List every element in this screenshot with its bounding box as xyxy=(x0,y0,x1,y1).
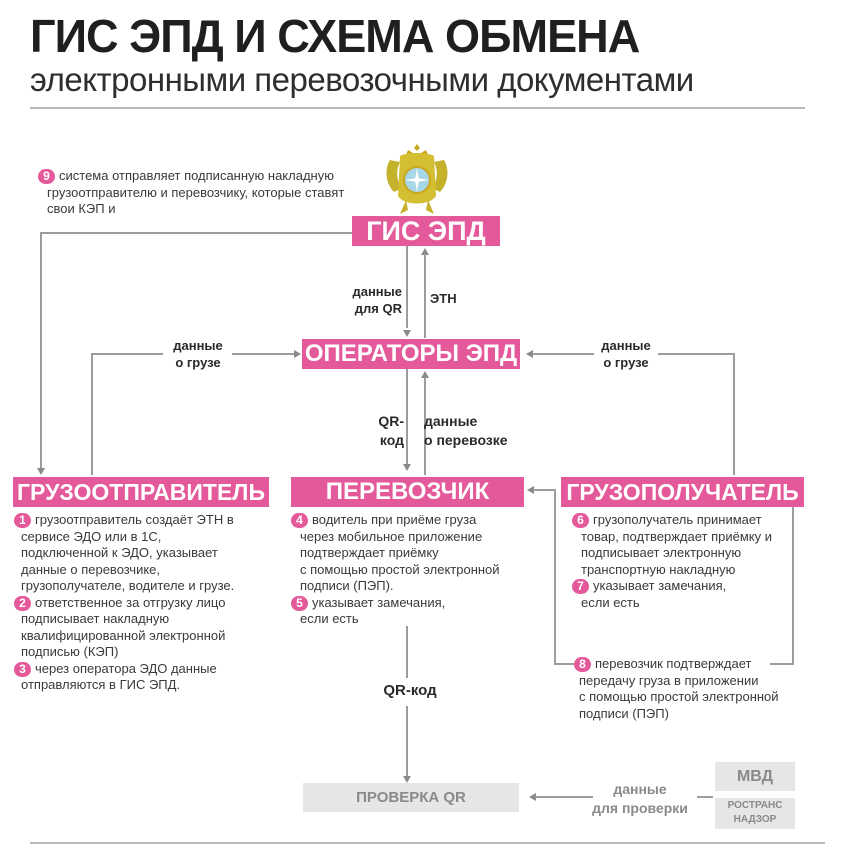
node-carrier: ПЕРЕВОЗЧИК xyxy=(291,477,524,507)
step-8: 8 перевозчик подтверждает передачу груза в приложении с помощью простой электронной подписи (ПЭП) xyxy=(574,656,804,722)
node-consignee: ГРУЗОПОЛУЧАТЕЛЬ xyxy=(561,477,804,507)
edge-label-eth: ЭТН xyxy=(430,291,457,306)
edge-label-check-data: данные для проверки xyxy=(592,781,688,816)
connector-line xyxy=(554,489,556,664)
arrow-down-icon xyxy=(403,330,411,337)
connector-line xyxy=(532,353,594,355)
edge-label-qr-code-bottom: QR-код xyxy=(383,682,437,699)
connector-line xyxy=(424,254,426,338)
step-9: 9 система отправляет подписанную накладную грузоотправителю и перевозчику, которые ставят свои КЭП и xyxy=(38,168,378,218)
edge-label-cargo-data-left: данные о грузе xyxy=(173,338,223,370)
connector-line xyxy=(697,796,713,798)
shipper-steps: 1 грузоотправитель создаёт ЭТН в сервисе ЭДО или в 1С, подключенной к ЭДО, указывает данные о перевозчике, грузополучателе, водителе и грузе. 2 ответственное за отгрузку лицо подписывает накладную квалифицированной электронной подписью (КЭП) 3 через оператора ЭДО данные отправляются в ГИС ЭПД. xyxy=(14,512,284,694)
page-title: ГИС ЭПД И СХЕМА ОБМЕНА xyxy=(30,10,640,62)
consignee-steps: 6 грузополучатель принимает товар, подтверждает приёмку и подписывает электронную транспортную накладную 7 указывает замечания, если есть xyxy=(572,512,792,611)
node-qr-check: ПРОВЕРКА QR xyxy=(303,783,519,812)
connector-line xyxy=(40,232,352,234)
node-rostransnadzor: РОСТРАНС НАДЗОР xyxy=(715,798,795,829)
top-divider xyxy=(30,107,805,109)
connector-line xyxy=(533,489,555,491)
connector-line xyxy=(658,353,734,355)
arrow-down-icon xyxy=(403,464,411,471)
arrow-down-icon xyxy=(37,468,45,475)
connector-line xyxy=(406,706,408,776)
connector-line xyxy=(91,353,93,475)
node-mvd: МВД xyxy=(715,762,795,791)
connector-line xyxy=(733,353,735,475)
edge-label-cargo-data-right: данные о грузе xyxy=(601,338,651,370)
bottom-divider xyxy=(30,842,825,844)
connector-line xyxy=(91,353,163,355)
connector-line xyxy=(554,663,574,665)
edge-label-qr-code: QR- код xyxy=(378,413,404,448)
node-gis-epd: ГИС ЭПД xyxy=(352,216,500,246)
page-subtitle: электронными перевозочными документами xyxy=(30,61,694,98)
edge-label-data-for-qr: данные для QR xyxy=(352,284,402,316)
connector-line xyxy=(406,246,408,328)
coat-of-arms-icon xyxy=(380,140,454,220)
edge-label-transport-data: данные о перевозке xyxy=(424,413,508,448)
node-shipper: ГРУЗООТПРАВИТЕЛЬ xyxy=(13,477,269,507)
carrier-steps: 4 водитель при приёме груза через мобильное приложение подтверждает приёмку с помощью простой электронной подписи (ПЭП). 5 указывает замечания, если есть xyxy=(291,512,541,628)
connector-line xyxy=(406,626,408,678)
connector-line xyxy=(40,232,42,470)
step-badge: 9 xyxy=(38,169,55,184)
connector-line xyxy=(232,353,294,355)
connector-line xyxy=(406,369,408,464)
arrow-down-icon xyxy=(403,776,411,783)
node-operators-epd: ОПЕРАТОРЫ ЭПД xyxy=(302,339,520,369)
connector-line xyxy=(792,507,794,664)
arrow-right-icon xyxy=(294,350,301,358)
